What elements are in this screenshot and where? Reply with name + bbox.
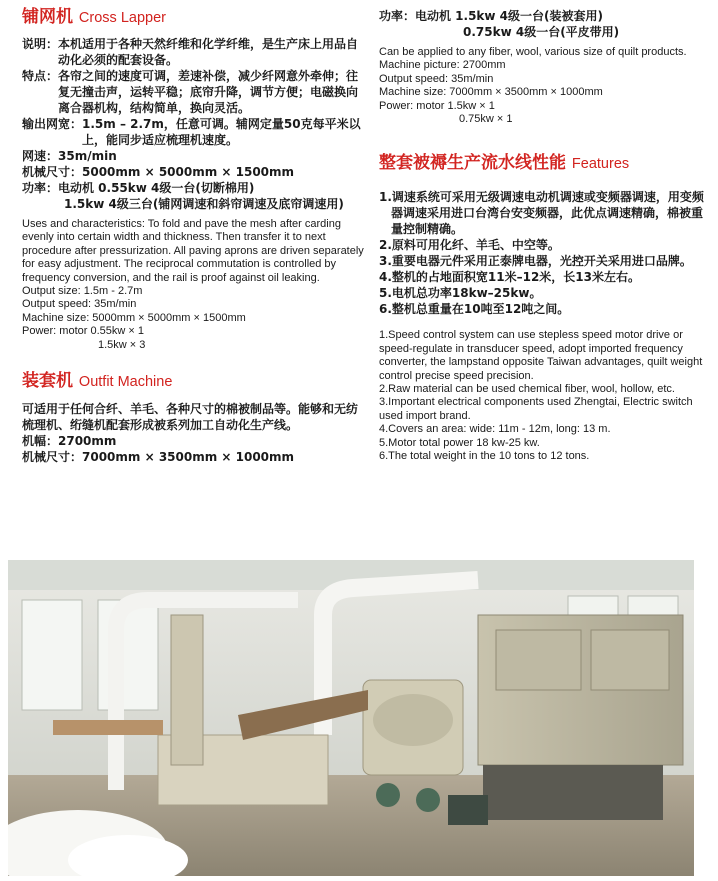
en-output-speed: Output speed: 35m/min	[22, 298, 137, 311]
motor-1	[376, 783, 400, 807]
outfit-size-line: 机械尺寸：7000mm × 3500mm × 1000mm	[22, 450, 295, 465]
features-zh-list	[379, 189, 704, 317]
cabinet-panel-1	[496, 630, 581, 690]
outfit-power-line-1: 功率：电动机 1.5kw 4级一台(装被套用)	[379, 9, 603, 23]
cross-lapper-title-zh: 铺网机	[22, 7, 73, 27]
conveyor-table	[53, 720, 163, 735]
feature-en-item: 3.Important electrical components used Zhengtai, Electric switch used import brand.	[379, 396, 693, 422]
left-column	[22, 0, 367, 465]
en-power-2: 1.5kw × 3	[98, 338, 146, 351]
outfit-en-line-3: Output speed: 35m/min	[379, 72, 494, 85]
desc-text: 本机适用于各种天然纤维和化学纤维，是生产床上用品自动化必须的配套设备。	[58, 37, 359, 67]
feeder-column	[171, 615, 203, 765]
en-uses-paragraph: Uses and characteristics: To fold and pave the mesh after carding evenly into certain width and thickness. Then transfer it to next procedure after pressurization. All paving aprons are driven separately for easy adjustment. The reciprocal commutation is controlled by frequency conversion, and the rail is proof against oil leaking.	[22, 218, 364, 284]
outfit-width-line: 机幅：2700mm	[22, 434, 117, 449]
cabinet-panel-2	[591, 630, 669, 690]
right-column	[379, 0, 704, 464]
feature-en-item: 2.Raw material can be used chemical fiber, wool, hollow, etc.	[379, 383, 675, 396]
features-text: 各帘之间的速度可调，差速补偿，减少纤网意外牵伸；往复无撞击声，运转平稳；底帘升降，调节方便；电磁换向离合器机构，结构简单，换向灵活。	[58, 69, 359, 115]
outfit-desc: 可适用于任何合纤、羊毛、各种尺寸的棉被制品等。能够和无纺梳理机、绗缝机配套形成被系列加工自动化生产线。	[22, 402, 359, 433]
feature-zh-item: 5.电机总功率18kw–25kw。	[379, 286, 542, 301]
power-line-2: 1.5kw 4级三台(铺网调速和斜帘调速及底帘调速用)	[64, 197, 344, 211]
outfit-power-zh	[379, 8, 704, 40]
outfit-en-spec	[379, 46, 704, 126]
output-width-row	[22, 116, 367, 148]
features-en-list	[379, 329, 704, 463]
en-output-size: Output size: 1.5m - 2.7m	[22, 285, 143, 298]
feature-en-item: 6.The total weight in the 10 tons to 12 tons.	[379, 450, 590, 463]
factory-production-line-photo	[8, 560, 694, 876]
feature-zh-item: 1.调速系统可采用无级调速电动机调速或变频器调速，用变频器调速采用进口台湾台安变频器，此优点调速精确，棉被重量控制精确。	[379, 190, 704, 237]
feature-en-item: 1.Speed control system can use stepless speed motor drive or speed-regulate in transducer speed, adopt imported frequency converter, the lampstand opposite Taiwan advantages, quilt weight control precise speed precision.	[379, 329, 703, 382]
cross-lapper-zh-spec	[22, 36, 367, 212]
outfit-power-line-2: 0.75kw 4级一台(平皮带用)	[463, 25, 620, 39]
desc-label: 说明：	[22, 37, 59, 51]
en-machine-size: Machine size: 5000mm × 5000mm × 1500mm	[22, 311, 246, 324]
feature-en-item: 5.Motor total power 18 kw-25 kw.	[379, 436, 540, 449]
output-width-label: 输出网宽：	[22, 117, 83, 131]
outfit-en-power-1: Power: motor 1.5kw × 1	[379, 99, 495, 112]
features-title	[379, 152, 704, 175]
cross-lapper-title-en: Cross Lapper	[78, 10, 166, 26]
outfit-en-line-2: Machine picture: 2700mm	[379, 59, 506, 72]
carding-drum	[373, 694, 453, 746]
window-2	[98, 600, 158, 710]
cross-lapper-en-spec	[22, 218, 367, 352]
features-title-en: Features	[571, 156, 630, 173]
feature-zh-item: 6.整机总重量在10吨至12吨之间。	[379, 302, 570, 317]
window-1	[22, 600, 82, 710]
cabinet-base	[483, 765, 663, 820]
speed-line: 网速：35m/min	[22, 149, 117, 163]
outfit-en-power-2: 0.75kw × 1	[459, 113, 513, 126]
feature-zh-item: 2.原料可用化纤、羊毛、中空等。	[379, 238, 560, 253]
motor-2	[416, 788, 440, 812]
outfit-en-line-4: Machine size: 7000mm × 3500mm × 1000mm	[379, 86, 603, 99]
features-label: 特点：	[22, 69, 59, 83]
feature-zh-item: 3.重要电器元件采用正泰牌电器，光控开关采用进口品牌。	[379, 254, 692, 269]
desc-row	[22, 36, 367, 68]
cross-lapper-title	[22, 6, 367, 29]
output-width-text: 1.5m – 2.7m，任意可调。辅网定量50克每平米以上，能同步适应梳理机速度。	[82, 117, 361, 147]
motor-3	[448, 795, 488, 825]
features-title-zh: 整套被褥生产流水线性能	[379, 153, 566, 174]
outfit-machine-title	[22, 370, 367, 393]
size-line: 机械尺寸：5000mm × 5000mm × 1500mm	[22, 165, 295, 179]
feature-en-item: 4.Covers an area: wide: 11m - 12m, long: 13 m.	[379, 423, 611, 436]
en-power-1: Power: motor 0.55kw × 1	[22, 325, 144, 338]
power-line-1: 功率：电动机 0.55kw 4级一台(切断棉用)	[22, 181, 255, 195]
outfit-machine-zh-spec	[22, 401, 367, 465]
outfit-machine-title-zh: 装套机	[22, 371, 73, 392]
features-row	[22, 68, 367, 116]
outfit-machine-title-en: Outfit Machine	[78, 374, 173, 391]
outfit-en-line-1: Can be applied to any fiber, wool, various size of quilt products.	[379, 46, 687, 58]
feature-zh-item: 4.整机的占地面积宽11米–12米，长13米左右。	[379, 270, 641, 285]
